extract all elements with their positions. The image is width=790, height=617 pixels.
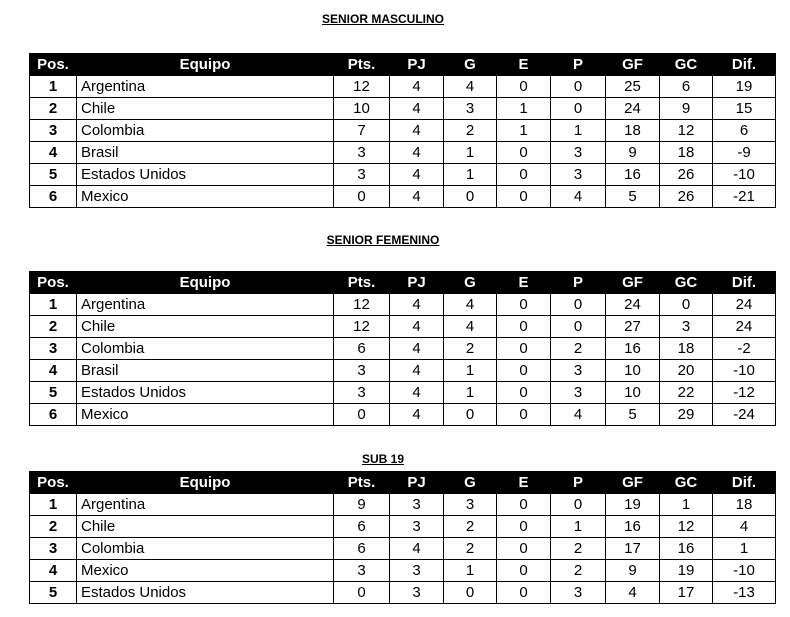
cell-e: 0: [497, 186, 551, 208]
cell-gf: 10: [606, 360, 660, 382]
cell-e: 0: [497, 316, 551, 338]
cell-gc: 26: [660, 164, 713, 186]
cell-pts: 0: [334, 186, 390, 208]
cell-p: 0: [551, 294, 606, 316]
cell-pos: 5: [30, 582, 77, 604]
cell-gc: 17: [660, 582, 713, 604]
header-gf: GF: [606, 472, 660, 494]
table-row: [30, 294, 776, 316]
cell-gf: 18: [606, 120, 660, 142]
cell-gc: 9: [660, 98, 713, 120]
table-row: [30, 98, 776, 120]
cell-g: 4: [444, 316, 497, 338]
section-title-sub-19: SUB 19: [361, 452, 405, 466]
cell-pts: 12: [334, 294, 390, 316]
header-pts: Pts.: [334, 472, 390, 494]
header-dif: Dif.: [713, 54, 776, 76]
cell-pts: 6: [334, 538, 390, 560]
section-title-senior-masculino: SENIOR MASCULINO: [321, 12, 444, 26]
cell-gc: 18: [660, 142, 713, 164]
header-gc: GC: [660, 54, 713, 76]
header-g: G: [444, 472, 497, 494]
table-row: [30, 382, 776, 404]
cell-g: 2: [444, 120, 497, 142]
cell-dif: -13: [713, 582, 776, 604]
cell-p: 2: [551, 560, 606, 582]
cell-e: 0: [497, 76, 551, 98]
cell-g: 2: [444, 516, 497, 538]
cell-gc: 18: [660, 338, 713, 360]
cell-pj: 4: [390, 120, 444, 142]
cell-pj: 4: [390, 382, 444, 404]
cell-dif: -10: [713, 560, 776, 582]
header-gc: GC: [660, 272, 713, 294]
cell-p: 3: [551, 164, 606, 186]
cell-pj: 3: [390, 494, 444, 516]
cell-pos: 1: [30, 494, 77, 516]
cell-pts: 3: [334, 382, 390, 404]
cell-gc: 12: [660, 516, 713, 538]
cell-e: 0: [497, 494, 551, 516]
cell-pj: 4: [390, 164, 444, 186]
cell-team: Argentina: [77, 494, 334, 516]
cell-p: 1: [551, 120, 606, 142]
header-p: P: [551, 272, 606, 294]
cell-gf: 10: [606, 382, 660, 404]
cell-p: 0: [551, 98, 606, 120]
cell-gc: 26: [660, 186, 713, 208]
table-row: [30, 76, 776, 98]
cell-team: Colombia: [77, 338, 334, 360]
header-pos: Pos.: [30, 272, 77, 294]
cell-e: 0: [497, 560, 551, 582]
cell-e: 0: [497, 404, 551, 426]
cell-p: 4: [551, 186, 606, 208]
cell-team: Mexico: [77, 560, 334, 582]
header-pos: Pos.: [30, 54, 77, 76]
cell-pos: 4: [30, 360, 77, 382]
cell-pos: 4: [30, 142, 77, 164]
header-pj: PJ: [390, 54, 444, 76]
table-row: [30, 494, 776, 516]
cell-dif: -10: [713, 164, 776, 186]
cell-e: 0: [497, 516, 551, 538]
cell-g: 0: [444, 582, 497, 604]
table-header-row: [30, 54, 776, 76]
cell-pos: 2: [30, 316, 77, 338]
cell-team: Estados Unidos: [77, 582, 334, 604]
cell-pos: 2: [30, 516, 77, 538]
cell-pj: 3: [390, 560, 444, 582]
cell-pts: 9: [334, 494, 390, 516]
cell-team: Brasil: [77, 360, 334, 382]
cell-p: 3: [551, 582, 606, 604]
cell-dif: -9: [713, 142, 776, 164]
cell-gc: 20: [660, 360, 713, 382]
cell-gc: 19: [660, 560, 713, 582]
cell-pts: 6: [334, 338, 390, 360]
cell-g: 1: [444, 382, 497, 404]
header-pj: PJ: [390, 272, 444, 294]
cell-team: Brasil: [77, 142, 334, 164]
cell-gc: 16: [660, 538, 713, 560]
cell-e: 1: [497, 98, 551, 120]
header-e: E: [497, 54, 551, 76]
cell-gf: 27: [606, 316, 660, 338]
cell-dif: -12: [713, 382, 776, 404]
table-row: [30, 404, 776, 426]
table-row: [30, 538, 776, 560]
table-row: [30, 560, 776, 582]
cell-dif: -21: [713, 186, 776, 208]
cell-pj: 4: [390, 360, 444, 382]
cell-team: Estados Unidos: [77, 164, 334, 186]
cell-team: Argentina: [77, 294, 334, 316]
cell-pos: 5: [30, 382, 77, 404]
cell-gf: 25: [606, 76, 660, 98]
cell-gf: 24: [606, 294, 660, 316]
cell-g: 4: [444, 294, 497, 316]
cell-e: 0: [497, 142, 551, 164]
cell-p: 0: [551, 494, 606, 516]
cell-pj: 4: [390, 186, 444, 208]
cell-dif: -24: [713, 404, 776, 426]
table-row: [30, 120, 776, 142]
cell-gf: 9: [606, 560, 660, 582]
cell-dif: 1: [713, 538, 776, 560]
header-g: G: [444, 54, 497, 76]
cell-pj: 4: [390, 294, 444, 316]
cell-g: 1: [444, 560, 497, 582]
cell-gc: 12: [660, 120, 713, 142]
cell-team: Chile: [77, 516, 334, 538]
cell-g: 4: [444, 76, 497, 98]
cell-e: 0: [497, 360, 551, 382]
cell-team: Mexico: [77, 186, 334, 208]
cell-p: 0: [551, 316, 606, 338]
cell-g: 0: [444, 404, 497, 426]
cell-team: Colombia: [77, 120, 334, 142]
cell-pj: 4: [390, 76, 444, 98]
cell-e: 1: [497, 120, 551, 142]
cell-pos: 2: [30, 98, 77, 120]
cell-gc: 6: [660, 76, 713, 98]
table-row: [30, 360, 776, 382]
header-pts: Pts.: [334, 54, 390, 76]
cell-pts: 3: [334, 164, 390, 186]
cell-pos: 3: [30, 538, 77, 560]
cell-pj: 4: [390, 316, 444, 338]
cell-pj: 4: [390, 98, 444, 120]
cell-team: Estados Unidos: [77, 382, 334, 404]
cell-e: 0: [497, 538, 551, 560]
cell-e: 0: [497, 338, 551, 360]
cell-p: 1: [551, 516, 606, 538]
cell-gf: 16: [606, 516, 660, 538]
cell-pts: 3: [334, 560, 390, 582]
cell-g: 2: [444, 538, 497, 560]
header-dif: Dif.: [713, 472, 776, 494]
cell-gf: 17: [606, 538, 660, 560]
cell-g: 3: [444, 98, 497, 120]
cell-dif: 24: [713, 316, 776, 338]
cell-dif: 15: [713, 98, 776, 120]
table-row: [30, 164, 776, 186]
cell-gc: 0: [660, 294, 713, 316]
cell-team: Chile: [77, 98, 334, 120]
header-dif: Dif.: [713, 272, 776, 294]
cell-dif: -10: [713, 360, 776, 382]
table-row: [30, 186, 776, 208]
standings-table-senior-masculino: [29, 53, 776, 208]
cell-gc: 29: [660, 404, 713, 426]
table-row: [30, 582, 776, 604]
header-pts: Pts.: [334, 272, 390, 294]
cell-gf: 5: [606, 404, 660, 426]
header-team: Equipo: [77, 272, 334, 294]
cell-dif: -2: [713, 338, 776, 360]
cell-p: 0: [551, 76, 606, 98]
cell-pj: 3: [390, 582, 444, 604]
standings-table-senior-femenino: [29, 271, 776, 426]
cell-gf: 16: [606, 338, 660, 360]
header-p: P: [551, 472, 606, 494]
cell-p: 2: [551, 538, 606, 560]
cell-pos: 1: [30, 76, 77, 98]
header-gf: GF: [606, 54, 660, 76]
cell-dif: 6: [713, 120, 776, 142]
cell-pts: 3: [334, 142, 390, 164]
section-title-senior-femenino: SENIOR FEMENINO: [326, 233, 440, 247]
cell-g: 1: [444, 360, 497, 382]
cell-pts: 3: [334, 360, 390, 382]
cell-pos: 4: [30, 560, 77, 582]
header-pos: Pos.: [30, 472, 77, 494]
cell-gf: 5: [606, 186, 660, 208]
cell-dif: 19: [713, 76, 776, 98]
cell-e: 0: [497, 582, 551, 604]
cell-pts: 7: [334, 120, 390, 142]
header-team: Equipo: [77, 54, 334, 76]
table-row: [30, 516, 776, 538]
cell-g: 3: [444, 494, 497, 516]
cell-gf: 24: [606, 98, 660, 120]
cell-pts: 10: [334, 98, 390, 120]
cell-dif: 4: [713, 516, 776, 538]
cell-pts: 0: [334, 582, 390, 604]
cell-pj: 4: [390, 538, 444, 560]
cell-gf: 19: [606, 494, 660, 516]
cell-pos: 6: [30, 404, 77, 426]
cell-p: 3: [551, 360, 606, 382]
cell-p: 2: [551, 338, 606, 360]
cell-team: Argentina: [77, 76, 334, 98]
cell-pts: 6: [334, 516, 390, 538]
header-p: P: [551, 54, 606, 76]
cell-dif: 24: [713, 294, 776, 316]
table-header-row: [30, 472, 776, 494]
cell-gc: 3: [660, 316, 713, 338]
header-pj: PJ: [390, 472, 444, 494]
cell-gc: 22: [660, 382, 713, 404]
cell-pos: 6: [30, 186, 77, 208]
cell-gf: 16: [606, 164, 660, 186]
table-row: [30, 316, 776, 338]
cell-g: 2: [444, 338, 497, 360]
cell-pj: 3: [390, 516, 444, 538]
cell-gf: 9: [606, 142, 660, 164]
table-header-row: [30, 272, 776, 294]
cell-team: Mexico: [77, 404, 334, 426]
cell-p: 3: [551, 382, 606, 404]
standings-table-sub-19: [29, 471, 776, 604]
table-row: [30, 142, 776, 164]
header-team: Equipo: [77, 472, 334, 494]
cell-team: Chile: [77, 316, 334, 338]
cell-pts: 0: [334, 404, 390, 426]
cell-pj: 4: [390, 142, 444, 164]
cell-pts: 12: [334, 76, 390, 98]
cell-g: 1: [444, 164, 497, 186]
table-row: [30, 338, 776, 360]
cell-p: 4: [551, 404, 606, 426]
cell-pos: 1: [30, 294, 77, 316]
header-g: G: [444, 272, 497, 294]
cell-pj: 4: [390, 404, 444, 426]
header-e: E: [497, 472, 551, 494]
cell-e: 0: [497, 164, 551, 186]
cell-pos: 5: [30, 164, 77, 186]
cell-g: 1: [444, 142, 497, 164]
cell-pts: 12: [334, 316, 390, 338]
header-e: E: [497, 272, 551, 294]
cell-pos: 3: [30, 338, 77, 360]
cell-dif: 18: [713, 494, 776, 516]
cell-gf: 4: [606, 582, 660, 604]
cell-e: 0: [497, 382, 551, 404]
cell-p: 3: [551, 142, 606, 164]
header-gf: GF: [606, 272, 660, 294]
cell-pj: 4: [390, 338, 444, 360]
cell-gc: 1: [660, 494, 713, 516]
header-gc: GC: [660, 472, 713, 494]
cell-g: 0: [444, 186, 497, 208]
cell-team: Colombia: [77, 538, 334, 560]
cell-e: 0: [497, 294, 551, 316]
cell-pos: 3: [30, 120, 77, 142]
